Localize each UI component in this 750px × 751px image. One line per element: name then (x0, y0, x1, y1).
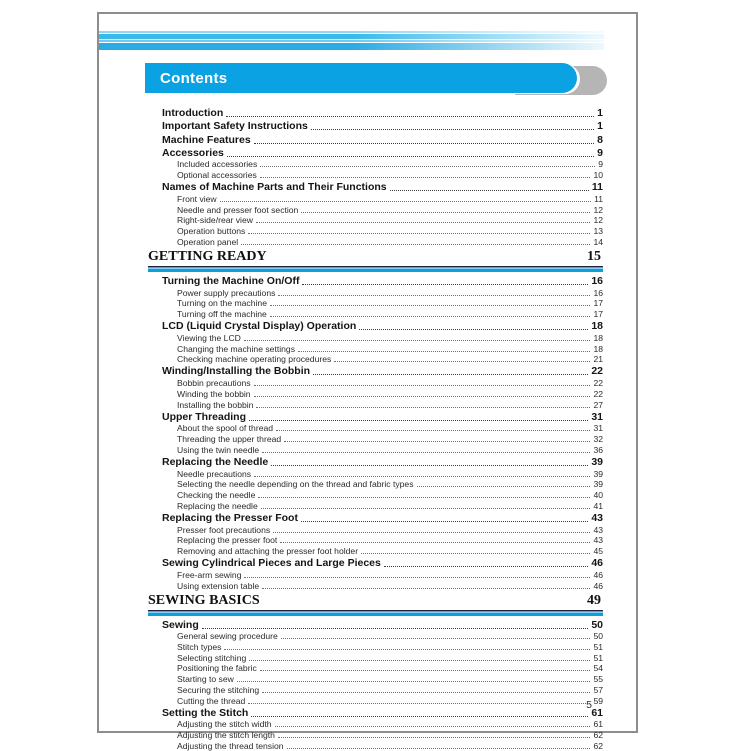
toc-entry-label: Upper Threading (162, 410, 247, 423)
toc-page-number: 11 (591, 181, 603, 194)
toc-entry (148, 545, 603, 556)
toc-entry-label: Turning the Machine On/Off (162, 274, 300, 287)
toc-entry (148, 225, 603, 236)
dot-leader (311, 129, 594, 130)
dot-leader (251, 716, 588, 717)
toc-page-number: 22 (593, 378, 603, 389)
toc-entry (148, 524, 603, 535)
top-gradient-band (99, 31, 604, 50)
toc-page-number: 55 (593, 674, 603, 685)
toc-page-number: 13 (593, 226, 603, 237)
dot-leader (260, 177, 591, 178)
toc-entry-label: Replacing the presser foot (177, 535, 278, 546)
chapter-rule (148, 610, 603, 616)
dot-leader (262, 588, 590, 589)
dot-leader (262, 692, 590, 693)
toc-entry-label: Replacing the Presser Foot (162, 511, 298, 524)
toc-entry-label: Viewing the LCD (177, 332, 241, 343)
dot-leader (244, 577, 590, 578)
toc-page-number: 22 (593, 388, 603, 399)
toc-page-number: 43 (593, 535, 603, 546)
toc-entry-label: Optional accessories (177, 170, 257, 181)
toc-entry (148, 706, 603, 719)
toc-entry (148, 274, 603, 287)
toc-entry (148, 204, 603, 215)
toc-entry-label: Accessories (162, 146, 224, 159)
toc-entry (148, 236, 603, 247)
toc-page-number: 50 (591, 618, 603, 631)
toc-page-number: 51 (593, 642, 603, 653)
toc-entry-label: Right-side/rear view (177, 215, 253, 226)
dot-leader (278, 295, 590, 296)
toc-entry-label: Machine Features (162, 133, 251, 146)
toc-entry (148, 673, 603, 684)
toc-page-number: 41 (593, 500, 603, 511)
toc-entry-label: Turning on the machine (177, 298, 267, 309)
toc-entry (148, 410, 603, 423)
toc-page-number: 51 (593, 652, 603, 663)
toc-entry (148, 298, 603, 309)
dot-leader (271, 465, 588, 466)
toc-entry (148, 729, 603, 740)
toc-entry (148, 652, 603, 663)
toc-entry-label: Threading the upper thread (177, 434, 282, 445)
dot-leader (248, 703, 590, 704)
dot-leader (275, 726, 591, 727)
toc-list (148, 106, 603, 751)
dot-leader (313, 374, 588, 375)
toc-page-number: 46 (593, 580, 603, 591)
toc-entry (148, 399, 603, 410)
toc-page-number: 54 (593, 663, 603, 674)
toc-entry-label: Free-arm sewing (177, 569, 242, 580)
toc-page-number: 31 (591, 410, 603, 423)
toc-page-number: 31 (593, 423, 603, 434)
toc-entry-label: General sewing procedure (177, 631, 278, 642)
chapter-page-number: 15 (587, 248, 601, 264)
toc-page-number: 10 (593, 170, 603, 181)
dot-leader (260, 166, 595, 167)
toc-page-number: 46 (593, 569, 603, 580)
dot-leader (301, 521, 588, 522)
toc-page-number: 18 (593, 343, 603, 354)
toc-entry-label: Needle and presser foot section (177, 204, 299, 215)
toc-entry (148, 618, 603, 631)
toc-page-number: 39 (593, 479, 603, 490)
toc-entry-label: Sewing (162, 618, 199, 631)
toc-entry-label: Adjusting the stitch width (177, 719, 272, 730)
toc-page-number: 61 (591, 706, 603, 719)
toc-entry (148, 569, 603, 580)
toc-entry (148, 479, 603, 490)
toc-page-number: 1 (597, 120, 603, 133)
dot-leader (248, 233, 590, 234)
toc-entry (148, 556, 603, 569)
toc-entry-label: Bobbin precautions (177, 378, 251, 389)
dot-leader (298, 351, 590, 352)
toc-entry (148, 388, 603, 399)
toc-entry (148, 169, 603, 180)
dot-leader (280, 542, 590, 543)
toc-entry-label: LCD (Liquid Crystal Display) Operation (162, 320, 357, 333)
toc-entry-label: Changing the machine settings (177, 343, 296, 354)
toc-entry (148, 343, 603, 354)
toc-entry-label: Adjusting the thread tension (177, 740, 284, 751)
toc-entry-label: Selecting the needle depending on the thread and fabric types (177, 479, 414, 490)
dot-leader (254, 396, 591, 397)
toc-page-number: 27 (593, 399, 603, 410)
toc-page-number: 14 (593, 236, 603, 247)
toc-entry (148, 193, 603, 204)
dot-leader (287, 748, 591, 749)
toc-page-number: 46 (591, 557, 603, 570)
toc-page-number: 21 (593, 354, 603, 365)
dot-leader (254, 143, 594, 144)
toc-entry-label: About the spool of thread (177, 423, 274, 434)
toc-entry (148, 535, 603, 546)
toc-entry-label: Starting to sew (177, 674, 234, 685)
dot-leader (227, 156, 594, 157)
toc-entry (148, 364, 603, 377)
toc-page-number: 22 (591, 365, 603, 378)
toc-entry (148, 433, 603, 444)
toc-entry (148, 180, 603, 193)
toc-entry-label: Checking machine operating procedures (177, 354, 332, 365)
dot-leader (258, 497, 590, 498)
toc-page-number: 9 (597, 146, 603, 159)
toc-entry-label: Important Safety Instructions (162, 120, 308, 133)
dot-leader (270, 305, 590, 306)
toc-entry-label: Included accessories (177, 159, 258, 170)
chapter-label: SEWING BASICS (148, 592, 260, 608)
toc-entry-label: Sewing Cylindrical Pieces and Large Pieces (162, 557, 381, 570)
contents-header (145, 63, 607, 97)
toc-page-number: 12 (593, 215, 603, 226)
toc-entry (148, 511, 603, 524)
toc-entry-label: Selecting stitching (177, 652, 247, 663)
dot-leader (417, 486, 591, 487)
toc-entry (148, 684, 603, 695)
toc-entry (148, 146, 603, 159)
page-number: 5 (586, 699, 592, 711)
toc-entry-label: Names of Machine Parts and Their Functions (162, 181, 387, 194)
toc-entry-label: Adjusting the stitch length (177, 730, 275, 741)
chapter-label: GETTING READY (148, 248, 267, 264)
toc-page-number: 16 (593, 287, 603, 298)
toc-entry-label: Positioning the fabric (177, 663, 257, 674)
toc-entry-label: Checking the needle (177, 490, 256, 500)
toc-entry (148, 468, 603, 479)
toc-entry-label: Using extension table (177, 580, 260, 591)
toc-page-number: 62 (593, 740, 603, 751)
dot-leader (270, 316, 591, 317)
dot-leader (241, 244, 590, 245)
toc-page-number: 39 (593, 468, 603, 479)
dot-leader (254, 385, 591, 386)
toc-entry (148, 423, 603, 434)
toc-page-number: 17 (593, 309, 603, 319)
chapter-page-number: 49 (587, 592, 601, 608)
dot-leader (302, 284, 588, 285)
toc-entry (148, 455, 603, 468)
toc-entry (148, 354, 603, 365)
dot-leader (220, 201, 591, 202)
toc-entry-label: Winding the bobbin (177, 388, 251, 399)
toc-entry (148, 377, 603, 388)
dot-leader (276, 430, 590, 431)
dot-leader (262, 452, 590, 453)
toc-entry-label: Stitch types (177, 642, 222, 653)
toc-entry (148, 489, 603, 500)
toc-entry-label: Setting the Stitch (162, 706, 249, 719)
dot-leader (244, 340, 591, 341)
dot-leader (278, 737, 591, 738)
toc-entry (148, 695, 603, 706)
toc-page-number: 62 (593, 730, 603, 741)
toc-page-number: 9 (598, 159, 603, 170)
toc-entry (148, 215, 603, 226)
toc-entry (148, 641, 603, 652)
dot-leader (359, 329, 588, 330)
toc-entry-label: Replacing the needle (177, 500, 258, 511)
contents-title-bar (145, 63, 577, 93)
toc-entry (148, 106, 603, 119)
dot-leader (284, 441, 590, 442)
dot-leader (390, 190, 589, 191)
toc-page-number: 43 (593, 524, 603, 535)
toc-entry (148, 580, 603, 591)
dot-leader (249, 660, 590, 661)
manual-page (97, 12, 638, 751)
toc-entry-label: Power supply precautions (177, 287, 276, 298)
toc-chapter-row (148, 593, 603, 609)
toc-entry (148, 500, 603, 511)
dot-leader (361, 553, 590, 554)
toc-chapter-row (148, 249, 603, 265)
toc-page-number: 32 (593, 434, 603, 445)
dot-leader (384, 566, 588, 567)
toc-entry (148, 444, 603, 455)
toc-page-number: 61 (593, 719, 603, 730)
dot-leader (334, 361, 590, 362)
toc-page-number: 17 (593, 298, 603, 309)
toc-entry (148, 631, 603, 642)
toc-entry (148, 119, 603, 132)
toc-entry-label: Installing the bobbin (177, 399, 254, 410)
toc-entry-label: Introduction (162, 107, 224, 120)
dot-leader (237, 681, 591, 682)
toc-page-number: 40 (593, 490, 603, 500)
toc-page-number: 36 (593, 444, 603, 455)
toc-entry-label: Operation panel (177, 236, 239, 247)
dot-leader (260, 670, 591, 671)
toc-page-number: 16 (591, 274, 603, 287)
toc-entry-label: Turning off the machine (177, 309, 267, 319)
toc-entry-label: Needle precautions (177, 468, 252, 479)
toc-entry (148, 287, 603, 298)
dot-leader (301, 212, 590, 213)
dot-leader (226, 116, 594, 117)
toc-entry (148, 319, 603, 332)
dot-leader (256, 222, 590, 223)
toc-page-number: 11 (594, 194, 603, 204)
dot-leader (273, 532, 590, 533)
toc-entry-label: Cutting the thread (177, 695, 246, 706)
toc-page-number: 45 (593, 545, 603, 556)
chapter-rule (148, 266, 603, 272)
toc-page-number: 57 (593, 684, 603, 695)
toc-page-number: 18 (591, 320, 603, 333)
toc-page-number: 50 (593, 631, 603, 642)
toc-entry-label: Using the twin needle (177, 444, 260, 455)
toc-entry-label: Operation buttons (177, 226, 246, 237)
toc-page-number: 1 (597, 107, 603, 120)
toc-page-number: 12 (593, 204, 603, 215)
toc-entry (148, 159, 603, 170)
dot-leader (256, 407, 590, 408)
toc-entry (148, 719, 603, 730)
toc-page-number: 39 (591, 455, 603, 468)
toc-page-number: 8 (597, 133, 603, 146)
toc-entry (148, 332, 603, 343)
toc-entry-label: Replacing the Needle (162, 455, 269, 468)
toc-entry-label: Winding/Installing the Bobbin (162, 365, 311, 378)
toc-entry-label: Presser foot precautions (177, 524, 271, 535)
toc-entry-label: Removing and attaching the presser foot holder (177, 545, 359, 556)
toc-entry-label: Front view (177, 194, 217, 204)
toc-entry (148, 132, 603, 145)
dot-leader (249, 420, 588, 421)
dot-leader (254, 476, 590, 477)
toc-page-number: 43 (591, 511, 603, 524)
toc-page-number: 18 (593, 332, 603, 343)
toc-entry-label: Securing the stitching (177, 684, 260, 695)
toc-page-number: 59 (593, 695, 603, 706)
toc-entry (148, 740, 603, 751)
toc-entry (148, 308, 603, 319)
dot-leader (261, 508, 591, 509)
dot-leader (281, 638, 591, 639)
toc-entry (148, 663, 603, 674)
dot-leader (202, 628, 589, 629)
dot-leader (224, 649, 590, 650)
page-title: Contents (160, 69, 228, 87)
